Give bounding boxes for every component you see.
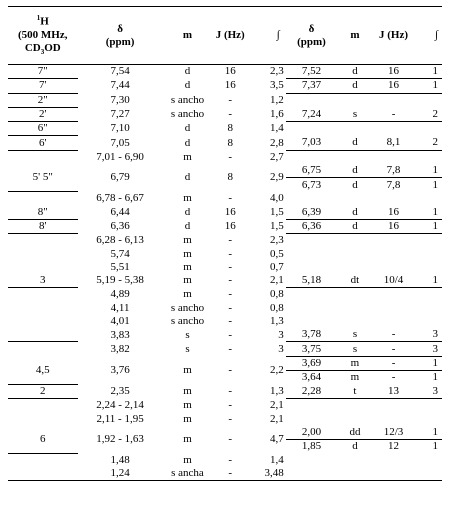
cell-j: 16 — [224, 79, 236, 92]
cell-m: d — [184, 219, 191, 232]
cell-j: 16 — [224, 205, 236, 218]
cell-m2: d — [337, 65, 372, 79]
cell-i2 — [414, 192, 442, 206]
cell-m2 — [337, 150, 372, 164]
cell-d2: 3,78 — [286, 328, 337, 342]
cell-m2 — [337, 315, 372, 328]
cell-i2: 1 — [414, 219, 442, 233]
cell-i2: 1 — [414, 274, 442, 288]
cell-m2 — [337, 453, 372, 467]
cell-j2: 16 — [373, 219, 415, 233]
cell-j: - — [228, 453, 233, 466]
cell-m2 — [337, 192, 372, 206]
cell-m: s ancho — [170, 108, 205, 121]
cell-i: 2,1 — [270, 274, 284, 287]
cell-i2: 3 — [414, 384, 442, 398]
table-row — [8, 384, 442, 398]
cell-j: - — [228, 314, 233, 327]
cell-i: 1,2 — [270, 93, 284, 106]
cell-i2b: 1 — [432, 440, 438, 453]
cell-d: 7,44 — [110, 79, 130, 92]
cell-d2: 3,75 — [286, 342, 337, 356]
cell-i2: 1 — [414, 205, 442, 219]
cell-d: 7,30 — [110, 93, 130, 106]
cell-m: m — [183, 260, 192, 273]
cell-d: 1,92 - 1,63 — [96, 433, 144, 446]
cell-m2 — [337, 467, 372, 481]
cell-m2: d — [337, 79, 372, 93]
cell-j2: 8,1 — [373, 136, 415, 150]
table-row — [8, 93, 442, 107]
cell-j: - — [228, 108, 233, 121]
cell-j2: 16 — [373, 65, 415, 79]
cell-m2: m — [337, 356, 372, 370]
cell-j: - — [228, 260, 233, 273]
cell-j2: 16 — [373, 79, 415, 93]
cell-pos: 7" — [8, 65, 78, 79]
table-header — [8, 7, 442, 65]
cell-m: d — [184, 171, 191, 184]
cell-j: 8 — [227, 171, 233, 184]
header-h-nucleus: $^1$H (500 MHz, $CD_3OD$ — [8, 7, 78, 65]
cell-d2 — [286, 315, 337, 328]
cell-i: 2,1 — [270, 412, 284, 425]
cell-m2: d — [337, 219, 372, 233]
cell-d: 6,28 - 6,13 — [96, 233, 144, 246]
cell-i2 — [414, 412, 442, 425]
cell-m: s ancho — [170, 93, 205, 106]
cell-i: 1,6 — [270, 108, 284, 121]
cell-j2 — [373, 302, 415, 315]
cell-pos — [8, 247, 78, 260]
cell-d2 — [286, 234, 337, 248]
cell-i: 1,4 — [270, 122, 284, 135]
cell-pos — [8, 150, 78, 164]
cell-m: d — [184, 122, 191, 135]
cell-i2 — [414, 93, 442, 107]
cell-d2 — [286, 302, 337, 315]
cell-j2: - — [373, 328, 415, 342]
cell-m2 — [337, 288, 372, 302]
cell-i: 4,0 — [270, 192, 284, 205]
cell-pos: 6' — [8, 136, 78, 150]
cell-m: d — [184, 65, 191, 78]
cell-d: 2,11 - 1,95 — [96, 412, 144, 425]
cell-j: - — [228, 412, 233, 425]
cell-j2: 13 — [373, 384, 415, 398]
table-row — [8, 328, 442, 342]
cell-j: - — [228, 288, 233, 301]
cell-pos — [8, 467, 78, 481]
table-row — [8, 234, 442, 248]
table-body — [8, 65, 442, 481]
cell-i: 0,8 — [270, 288, 284, 301]
cell-d2: 7,52 — [286, 65, 337, 79]
header-delta: δ (ppm) — [78, 7, 163, 65]
cell-m2b: d — [352, 178, 358, 191]
cell-m: d — [184, 136, 191, 149]
cell-i2 — [414, 288, 442, 302]
cell-j: - — [228, 192, 233, 205]
cell-pos — [8, 342, 78, 356]
cell-d2b: 6,73 — [301, 178, 322, 191]
cell-d2 — [286, 122, 337, 136]
cell-i2: 1 — [414, 426, 442, 440]
cell-m: m — [183, 453, 192, 466]
cell-d: 2,35 — [110, 384, 130, 397]
cell-m: m — [183, 433, 192, 446]
header-delta-2: δ (ppm) — [286, 7, 337, 65]
cell-j2 — [373, 399, 415, 413]
cell-m: m — [183, 150, 192, 163]
table-row — [8, 288, 442, 302]
cell-i: 2,2 — [270, 363, 284, 376]
cell-pos — [8, 412, 78, 425]
cell-d: 4,11 — [110, 301, 130, 314]
cell-i2: 2 — [414, 107, 442, 121]
cell-m2: s — [337, 342, 372, 356]
cell-m2 — [337, 234, 372, 248]
cell-m2: s — [337, 107, 372, 121]
cell-d2 — [286, 467, 337, 481]
cell-i: 2,7 — [270, 150, 284, 163]
cell-i2: 1 — [414, 356, 442, 370]
cell-pos: 2 — [8, 384, 78, 398]
cell-d2 — [286, 192, 337, 206]
cell-j: - — [228, 93, 233, 106]
cell-pos: 6 — [8, 426, 78, 454]
cell-pos: 5' 5" — [8, 164, 78, 192]
cell-d2 — [286, 399, 337, 413]
cell-i2b: 1 — [432, 178, 438, 191]
table-row — [8, 107, 442, 121]
table-row — [8, 79, 442, 93]
cell-j: - — [228, 328, 233, 341]
table-row — [8, 426, 442, 440]
cell-i: 1,5 — [270, 205, 284, 218]
cell-j: - — [228, 301, 233, 314]
cell-j2: - — [373, 107, 415, 121]
cell-m2 — [337, 261, 372, 274]
cell-m: s ancho — [170, 314, 205, 327]
cell-m: d — [184, 79, 191, 92]
cell-j2 — [373, 288, 415, 302]
cell-i2 — [414, 122, 442, 136]
cell-j2 — [373, 467, 415, 481]
cell-j2 — [373, 122, 415, 136]
cell-i2 — [414, 261, 442, 274]
cell-d: 7,54 — [110, 65, 130, 78]
cell-pos — [8, 399, 78, 413]
table-row — [8, 136, 442, 150]
header-integral: ∫ — [248, 7, 286, 65]
cell-j: - — [212, 467, 248, 481]
cell-j2: 12/3 — [373, 426, 415, 440]
cell-pos: 2' — [8, 107, 78, 121]
cell-pos — [8, 302, 78, 315]
cell-i: 2,3 — [270, 233, 284, 246]
table-row — [8, 467, 442, 481]
nmr-data-table — [8, 6, 442, 481]
header-multiplicity: m — [163, 7, 213, 65]
cell-i2: 1 — [414, 164, 442, 178]
cell-m: d — [184, 205, 191, 218]
cell-j2b: 7,8 — [386, 178, 401, 191]
cell-d2: 6,36 — [286, 219, 337, 233]
cell-d2: 6,75 — [286, 164, 337, 178]
cell-i: 0,5 — [270, 247, 284, 260]
cell-m2: d — [337, 164, 372, 178]
cell-i: 0,7 — [270, 260, 284, 273]
cell-d2: 7,37 — [286, 79, 337, 93]
table-row — [8, 356, 442, 370]
cell-j2b: - — [391, 371, 396, 384]
cell-i: 3,48 — [248, 467, 286, 481]
table-row — [8, 219, 442, 233]
cell-j2: 16 — [373, 205, 415, 219]
cell-d: 3,83 — [110, 328, 130, 341]
cell-i: 0,8 — [270, 301, 284, 314]
cell-d: 1,24 — [78, 467, 163, 481]
cell-j: - — [228, 363, 233, 376]
cell-d2 — [286, 453, 337, 467]
cell-i2b: 1 — [432, 371, 438, 384]
cell-j2 — [373, 261, 415, 274]
header-coupling-2: J (Hz) — [373, 7, 415, 65]
cell-pos — [8, 261, 78, 274]
cell-d2: 5,18 — [286, 274, 337, 288]
cell-d: 6,44 — [110, 205, 130, 218]
cell-d2b: 1,85 — [301, 440, 322, 453]
cell-pos — [8, 315, 78, 328]
cell-d: 2,24 - 2,14 — [96, 399, 144, 412]
table-row — [8, 342, 442, 356]
cell-d: 6,36 — [110, 219, 130, 232]
table-row — [8, 274, 442, 288]
cell-d: 7,27 — [110, 108, 130, 121]
cell-j2 — [373, 93, 415, 107]
cell-pos — [8, 234, 78, 248]
cell-d2: 2,28 — [286, 384, 337, 398]
cell-i2 — [414, 467, 442, 481]
cell-j: - — [228, 433, 233, 446]
cell-j: - — [228, 399, 233, 412]
cell-j2: 7,8 — [373, 164, 415, 178]
cell-i2 — [414, 399, 442, 413]
table-row — [8, 302, 442, 315]
cell-i2: 3 — [414, 328, 442, 342]
cell-d: 1,48 — [110, 453, 130, 466]
cell-j2 — [373, 150, 415, 164]
table-row — [8, 412, 442, 425]
cell-d2: 2,00 — [286, 426, 337, 440]
cell-m2: t — [337, 384, 372, 398]
cell-m2 — [337, 302, 372, 315]
cell-i2: 1 — [414, 79, 442, 93]
cell-i: 4,7 — [270, 433, 284, 446]
cell-j2 — [373, 192, 415, 206]
cell-pos: 8' — [8, 219, 78, 233]
cell-i: 2,1 — [270, 399, 284, 412]
cell-i: 2,3 — [270, 65, 284, 78]
cell-d: 6,79 — [110, 171, 130, 184]
cell-m2: s — [337, 328, 372, 342]
cell-m: s — [185, 342, 190, 355]
cell-pos: 8" — [8, 205, 78, 219]
cell-pos: 3 — [8, 274, 78, 288]
cell-d: 4,89 — [110, 288, 130, 301]
cell-i: 3 — [278, 342, 284, 355]
cell-m: m — [183, 384, 192, 397]
cell-m2 — [337, 93, 372, 107]
cell-m: m — [183, 247, 192, 260]
cell-i: 3,5 — [270, 79, 284, 92]
cell-m2 — [337, 412, 372, 425]
cell-i: 1,5 — [270, 219, 284, 232]
cell-i2: 1 — [414, 65, 442, 79]
cell-d: 3,82 — [110, 342, 130, 355]
cell-m: m — [183, 274, 192, 287]
cell-pos — [8, 328, 78, 342]
cell-j2 — [373, 453, 415, 467]
cell-i2 — [414, 315, 442, 328]
cell-i: 2,8 — [270, 136, 284, 149]
cell-d2 — [286, 93, 337, 107]
cell-d: 7,05 — [110, 136, 130, 149]
cell-m2 — [337, 399, 372, 413]
cell-i2 — [414, 247, 442, 260]
cell-j2: - — [373, 342, 415, 356]
cell-m: m — [183, 363, 192, 376]
cell-d: 4,01 — [110, 314, 130, 327]
cell-m2 — [337, 247, 372, 260]
cell-i: 2,9 — [270, 171, 284, 184]
cell-m2: d — [337, 136, 372, 150]
cell-j2 — [373, 234, 415, 248]
cell-i: 1,3 — [270, 314, 284, 327]
cell-m: m — [183, 192, 192, 205]
table-row — [8, 65, 442, 79]
cell-m: s ancha — [163, 467, 213, 481]
cell-j2 — [373, 247, 415, 260]
cell-i: 1,3 — [270, 384, 284, 397]
cell-d: 5,51 — [110, 260, 130, 273]
cell-pos — [8, 453, 78, 467]
cell-m2b: d — [352, 440, 358, 453]
cell-d2 — [286, 247, 337, 260]
cell-j2: - — [373, 356, 415, 370]
cell-d2: 7,24 — [286, 107, 337, 121]
cell-d2 — [286, 412, 337, 425]
cell-m2: dt — [337, 274, 372, 288]
cell-d: 7,01 - 6,90 — [96, 150, 144, 163]
cell-j: - — [228, 274, 233, 287]
cell-d2 — [286, 261, 337, 274]
cell-j2 — [373, 315, 415, 328]
cell-m: m — [183, 399, 192, 412]
header-multiplicity-2: m — [337, 7, 372, 65]
cell-j: 8 — [227, 122, 233, 135]
table-row — [8, 164, 442, 178]
cell-j2b: 12 — [388, 440, 400, 453]
table-row — [8, 315, 442, 328]
cell-j: 8 — [227, 136, 233, 149]
cell-d2 — [286, 150, 337, 164]
header-integral-2: ∫ — [414, 7, 442, 65]
cell-m2: dd — [337, 426, 372, 440]
cell-m: s ancho — [170, 301, 205, 314]
cell-d2: 7,03 — [286, 136, 337, 150]
cell-j: 16 — [224, 219, 236, 232]
cell-i: 1,4 — [270, 453, 284, 466]
cell-j: - — [228, 233, 233, 246]
table-row — [8, 122, 442, 136]
cell-i2 — [414, 302, 442, 315]
table-row — [8, 261, 442, 274]
cell-m: s — [185, 328, 190, 341]
cell-pos: 4,5 — [8, 356, 78, 384]
table-row — [8, 247, 442, 260]
cell-j: 16 — [224, 65, 236, 78]
table-row — [8, 150, 442, 164]
cell-pos: 6" — [8, 122, 78, 136]
cell-d: 7,10 — [110, 122, 130, 135]
header-coupling: J (Hz) — [212, 7, 248, 65]
cell-i2 — [414, 150, 442, 164]
cell-m: m — [183, 412, 192, 425]
cell-d2: 6,39 — [286, 205, 337, 219]
cell-j: - — [228, 384, 233, 397]
table-row — [8, 192, 442, 206]
cell-j: - — [228, 247, 233, 260]
cell-d2 — [286, 288, 337, 302]
cell-pos: 2" — [8, 93, 78, 107]
cell-m: m — [183, 288, 192, 301]
table-row — [8, 399, 442, 413]
cell-d: 3,76 — [110, 363, 130, 376]
cell-j2 — [373, 412, 415, 425]
cell-j2: 10/4 — [373, 274, 415, 288]
cell-pos: 7' — [8, 79, 78, 93]
cell-d2: 3,69 — [286, 356, 337, 370]
cell-j: - — [228, 150, 233, 163]
table-row — [8, 453, 442, 467]
cell-m2 — [337, 122, 372, 136]
cell-j: - — [228, 342, 233, 355]
cell-i2 — [414, 453, 442, 467]
cell-i: 3 — [278, 328, 284, 341]
cell-d: 5,19 - 5,38 — [96, 274, 144, 287]
cell-i2: 2 — [414, 136, 442, 150]
cell-i2 — [414, 234, 442, 248]
cell-pos — [8, 288, 78, 302]
cell-d: 5,74 — [110, 247, 130, 260]
cell-i2: 3 — [414, 342, 442, 356]
cell-m: m — [183, 233, 192, 246]
cell-d: 6,78 - 6,67 — [96, 192, 144, 205]
cell-pos — [8, 192, 78, 206]
cell-m2b: m — [350, 371, 360, 384]
cell-m2: d — [337, 205, 372, 219]
cell-d2b: 3,64 — [301, 371, 322, 384]
table-row — [8, 205, 442, 219]
